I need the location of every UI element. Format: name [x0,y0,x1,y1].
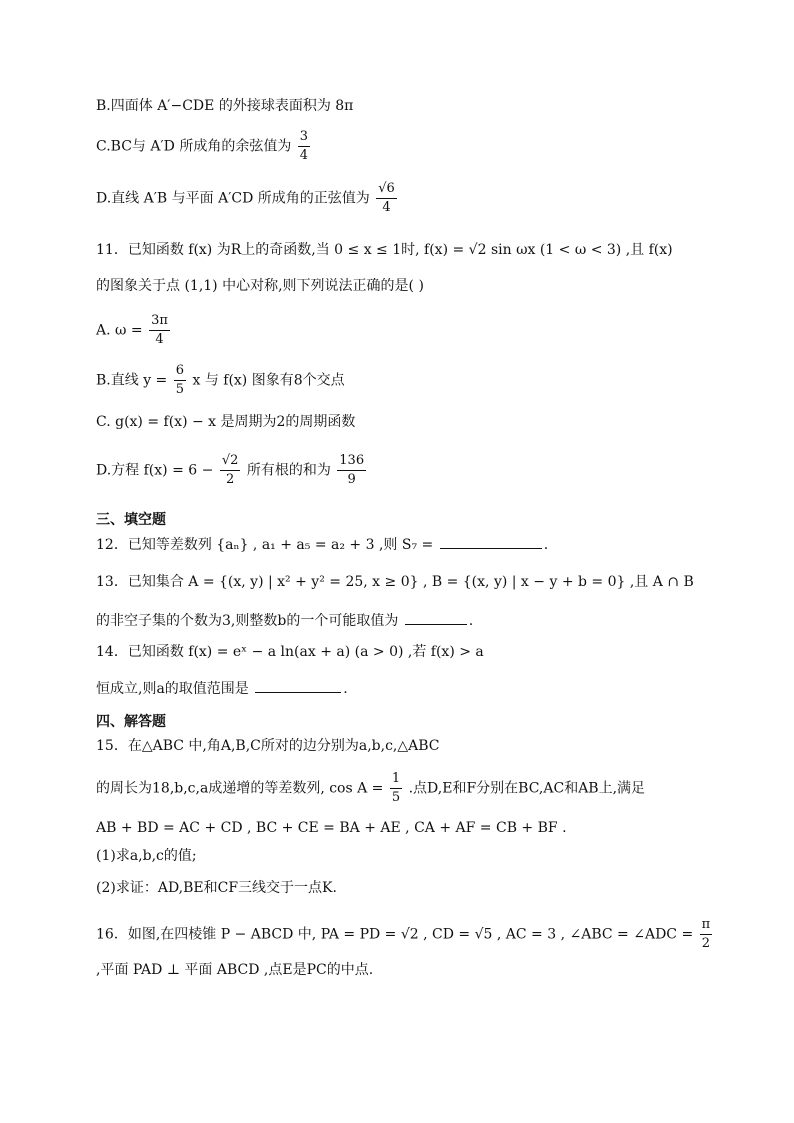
fraction: $\frac{136}{9}$ [339,453,365,487]
q11-stem-line2: 的图象关于点 (1,1) 中心对称,则下列说法正确的是( ) [96,278,424,294]
q11-option-c: C. g(x) = f(x) − x 是周期为2的周期函数 [96,414,356,430]
q13-line2: 的非空子集的个数为3,则整数b的一个可能取值为 . [96,610,473,631]
fraction: $\frac{\pi}{2}$ [701,917,711,951]
fraction: $\frac{3\pi}{4}$ [151,313,168,347]
q14-line2: 恒成立,则a的取值范围是 . [96,678,348,699]
fraction: $\frac{√2}{2}$ [221,453,239,487]
fraction: $\frac{6}{5}$ [175,363,185,397]
option-10b: B.四面体 A′−CDE 的外接球表面积为 8π [96,98,354,114]
q14-line1: 14．已知函数 f(x) = eˣ − a ln(ax + a) (a > 0) ,若 f(x) > a [96,644,484,660]
q15-sub1: (1)求a,b,c的值; [96,848,197,864]
q16-line1: 16．如图,在四棱锥 P − ABCD 中, PA = PD = √2 , CD = √5 , AC = 3 , ∠ABC = ∠ADC = $\frac{\pi}{2}$ [96,917,711,951]
q11-option-b: B.直线 y = $\frac{6}{5}$ x 与 f(x) 图象有8个交点 [96,363,345,397]
answer-blank [405,610,467,625]
q11-option-a: A. ω = $\frac{3\pi}{4}$ [96,313,168,347]
q15-line3: AB + BD = AC + CD , BC + CE = BA + AE , CA + AF = CB + BF . [96,820,567,836]
fraction: $\frac{√6}{4}$ [378,181,395,215]
section-heading-solutions: 四、解答题 [96,714,166,730]
q16-line2: ,平面 PAD ⊥ 平面 ABCD ,点E是PC的中点. [96,962,374,978]
q15-line1: 15．在△ABC 中,角A,B,C所对的边分别为a,b,c,△ABC [96,738,440,754]
q15-sub2: (2)求证：AD,BE和CF三线交于一点K. [96,880,337,896]
answer-blank [440,534,542,549]
fraction: $\frac{3}{4}$ [299,129,309,163]
section-heading-fill-blank: 三、填空题 [96,512,166,528]
q11-stem-line1: 11．已知函数 f(x) 为R上的奇函数,当 0 ≤ x ≤ 1时, f(x) = √2 sin ωx (1 < ω < 3) ,且 f(x) [96,242,673,258]
fraction: $\frac{1}{5}$ [391,771,401,805]
option-10c: C.BC与 A′D 所成角的余弦值为 $\frac{3}{4}$ [96,129,309,163]
q11-option-d: D.方程 f(x) = 6 − $\frac{√2}{2}$ 所有根的和为 $\frac{136}{9}$ [96,453,365,487]
q13-line1: 13．已知集合 A = {(x, y) | x² + y² = 25, x ≥ 0} , B = {(x, y) | x − y + b = 0} ,且 A ∩ B [96,574,694,590]
answer-blank [255,678,341,693]
q15-line2: 的周长为18,b,c,a成递增的等差数列, cos A = $\frac{1}{5}$ .点D,E和F分别在BC,AC和AB上,满足 [96,771,646,805]
q12: 12．已知等差数列 {aₙ} , a₁ + a₅ = a₂ + 3 ,则 S₇ = . [96,534,548,555]
option-10d: D.直线 A′B 与平面 A′CD 所成角的正弦值为 $\frac{√6}{4}$ [96,181,395,215]
